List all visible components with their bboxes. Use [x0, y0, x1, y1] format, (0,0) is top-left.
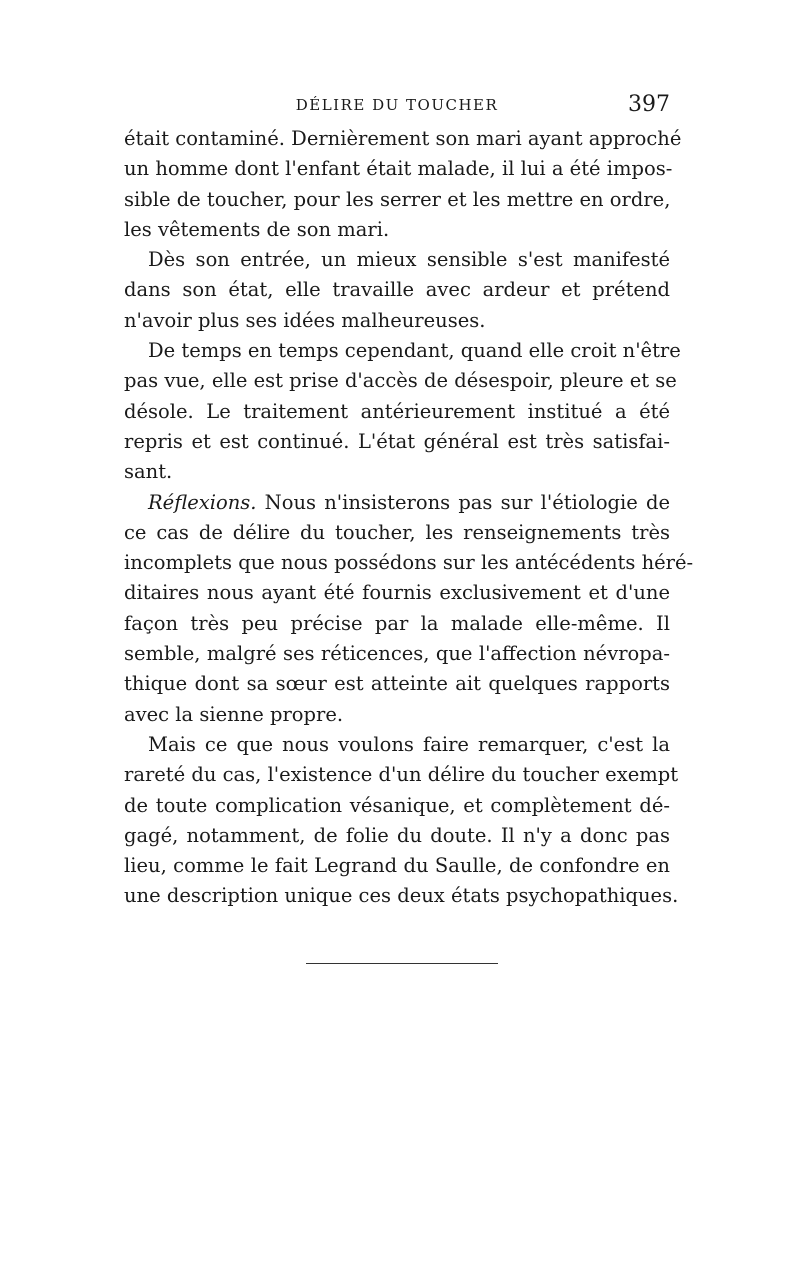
- text-line: sant.: [124, 460, 173, 484]
- page-header: [124, 92, 670, 124]
- text-line: [124, 488, 670, 518]
- text-line: gagé, notamment, de folie du doute. Il n'y a donc pas: [124, 823, 670, 847]
- running-title: DÉLIRE DU TOUCHER: [295, 96, 499, 114]
- text-line: Dès son entrée, un mieux sensible s'est manifesté: [148, 248, 670, 272]
- text-line-rest: Nous n'insisterons pas sur l'étiologie de: [256, 490, 670, 514]
- section-end-rule: [306, 963, 498, 964]
- text-line: thique dont sa sœur est atteinte ait quelques rapports: [124, 672, 670, 696]
- text-line: les vêtements de son mari.: [124, 217, 390, 241]
- text-line: ditaires nous ayant été fournis exclusivement et d'une: [124, 581, 670, 605]
- text-line: de toute complication vésanique, et complètement dé-: [124, 793, 670, 817]
- text-line: rareté du cas, l'existence d'un délire du toucher exempt: [124, 763, 679, 787]
- section-lead: Réflexions.: [148, 490, 257, 514]
- text-line: avec la sienne propre.: [124, 702, 344, 726]
- text-line: incomplets que nous possédons sur les antécédents héré-: [124, 551, 694, 575]
- text-line: une description unique ces deux états psychopathiques.: [124, 884, 679, 908]
- text-line: n'avoir plus ses idées malheureuses.: [124, 308, 486, 332]
- text-line: était contaminé. Dernièrement son mari ayant approché: [124, 127, 682, 150]
- text-line: dans son état, elle travaille avec ardeur et prétend: [124, 278, 670, 302]
- text-line: lieu, comme le fait Legrand du Saulle, de confondre en: [124, 854, 670, 878]
- text-line: désole. Le traitement antérieurement institué a été: [124, 399, 670, 423]
- text-line: De temps en temps cependant, quand elle croit n'être: [148, 339, 681, 363]
- text-line: un homme dont l'enfant était malade, il lui a été impos-: [124, 157, 673, 181]
- text-line: façon très peu précise par la malade elle-même. Il: [124, 611, 670, 635]
- text-line: Mais ce que nous voulons faire remarquer, c'est la: [148, 732, 670, 756]
- text-line: pas vue, elle est prise d'accès de désespoir, pleure et se: [124, 369, 677, 393]
- text-line: semble, malgré ses réticences, que l'affection névropa-: [124, 642, 670, 666]
- text-line: repris et est continué. L'état général est très satisfai-: [124, 429, 670, 453]
- page-number: 397: [628, 92, 670, 117]
- body-text: [124, 124, 694, 912]
- text-line: sible de toucher, pour les serrer et les mettre en ordre,: [124, 187, 671, 211]
- text-line: ce cas de délire du toucher, les renseignements très: [124, 520, 670, 544]
